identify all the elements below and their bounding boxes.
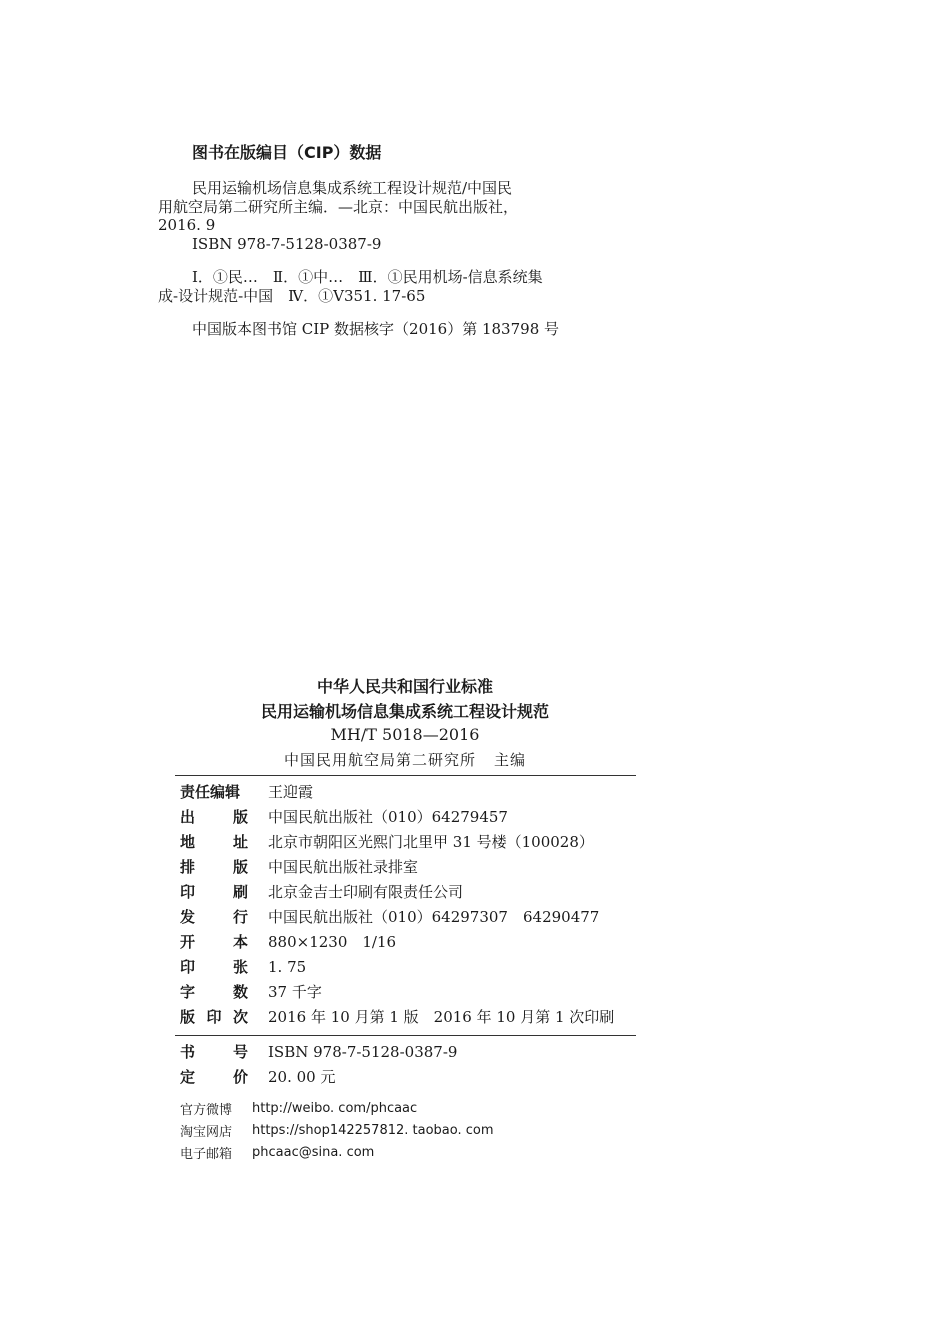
taobao-link[interactable]: https://shop142257812. taobao. com: [252, 1122, 494, 1138]
standard-editor: [175, 749, 635, 770]
pub-value: 中国民航出版社（010）64279457: [268, 808, 508, 826]
standard-category: 中华人民共和国行业标准: [316, 677, 493, 696]
pub-row: [180, 829, 614, 854]
cip-line: 用航空局第二研究所主编．—北京：中国民航出版社，: [158, 197, 519, 216]
pub-row: [180, 979, 614, 1004]
pub-key: 数: [232, 983, 248, 1001]
pub-row: [180, 954, 614, 979]
pub-key: 号: [232, 1043, 248, 1061]
pub-value: 2016 年 10 月第 1 版 2016 年 10 月第 1 次印刷: [268, 1008, 615, 1026]
pub-row: [180, 929, 614, 954]
pub-row: [180, 879, 614, 904]
pricing-table: [180, 1039, 457, 1089]
pub-row: [180, 1039, 457, 1064]
contact-label: 淘宝网店: [180, 1124, 233, 1140]
weibo-link[interactable]: http://weibo. com/phcaac: [252, 1100, 418, 1116]
cip-classification: Ⅰ．①民… Ⅱ．①中… Ⅲ．①民用机场-信息系统集: [192, 268, 543, 286]
contact-label: 电子邮箱: [180, 1146, 233, 1162]
pub-value: 中国民航出版社录排室: [268, 858, 419, 876]
pub-value: 北京市朝阳区光熙门北里甲 31 号楼（100028）: [268, 833, 594, 851]
cip-classification: 成-设计规范-中国 Ⅳ．①V351. 17-65: [158, 286, 426, 305]
pub-key: 价: [232, 1068, 248, 1086]
pub-key: 张: [232, 958, 248, 976]
pub-value: 20. 00 元: [268, 1068, 336, 1086]
pub-value: ISBN 978-7-5128-0387-9: [268, 1042, 458, 1061]
cip-heading: 图书在版编目（CIP）数据: [192, 143, 382, 162]
pub-key: 排: [180, 858, 196, 876]
editor-role: 主编: [494, 751, 527, 769]
pub-value: 北京金吉士印刷有限责任公司: [268, 883, 464, 901]
pub-key: 定: [180, 1068, 196, 1086]
pub-key: 发: [180, 908, 196, 926]
pub-key: 印: [206, 1008, 222, 1026]
pub-row: [180, 904, 614, 929]
pub-key: 印: [180, 883, 196, 901]
pub-key: 书: [180, 1043, 196, 1061]
cip-record: [158, 179, 598, 339]
pub-key: 责任编辑: [180, 783, 241, 801]
pub-key: 印: [180, 958, 196, 976]
publication-info-table: [180, 779, 614, 1029]
pub-key: 出: [180, 808, 196, 826]
pub-key: 址: [232, 833, 248, 851]
email-link[interactable]: phcaac@sina. com: [252, 1144, 375, 1160]
contact-row: [180, 1119, 494, 1141]
pub-key: 本: [232, 933, 248, 951]
cip-line: 2016. 9: [158, 216, 216, 234]
contact-label: 官方微博: [180, 1102, 233, 1118]
pub-key: 字: [180, 983, 196, 1001]
pub-key: 刷: [232, 883, 248, 901]
divider: [175, 1035, 636, 1036]
contact-table: [180, 1097, 494, 1163]
pub-key: 版: [232, 858, 248, 876]
pub-key: 版: [232, 808, 248, 826]
contact-row: [180, 1097, 494, 1119]
pub-value: 37 千字: [268, 983, 322, 1001]
cip-isbn: ISBN 978-7-5128-0387-9: [192, 234, 382, 253]
pub-key: 行: [232, 908, 248, 926]
cip-record-number: 中国版本图书馆 CIP 数据核字（2016）第 183798 号: [192, 320, 560, 338]
standard-title: 民用运输机场信息集成系统工程设计规范: [260, 702, 549, 721]
standard-code: MH/T 5018—2016: [330, 725, 480, 744]
pub-key: 开: [180, 933, 196, 951]
pub-row: [180, 779, 614, 804]
contact-row: [180, 1141, 494, 1163]
pub-key: 次: [232, 1008, 248, 1026]
pub-value: 1. 75: [268, 957, 307, 976]
pub-row: [180, 1064, 457, 1089]
pub-value: 中国民航出版社（010）64297307 64290477: [268, 908, 600, 926]
pub-value: 王迎霞: [268, 783, 314, 801]
pub-row: [180, 804, 614, 829]
pub-row: [180, 854, 614, 879]
pub-key: 版: [180, 1008, 196, 1026]
pub-row: [180, 1004, 614, 1029]
pub-key: 地: [180, 833, 196, 851]
divider: [175, 775, 636, 776]
editor-org: 中国民用航空局第二研究所: [283, 751, 476, 769]
cip-line: 民用运输机场信息集成系统工程设计规范/中国民: [192, 179, 513, 197]
pub-value: 880×1230 1/16: [268, 933, 397, 951]
